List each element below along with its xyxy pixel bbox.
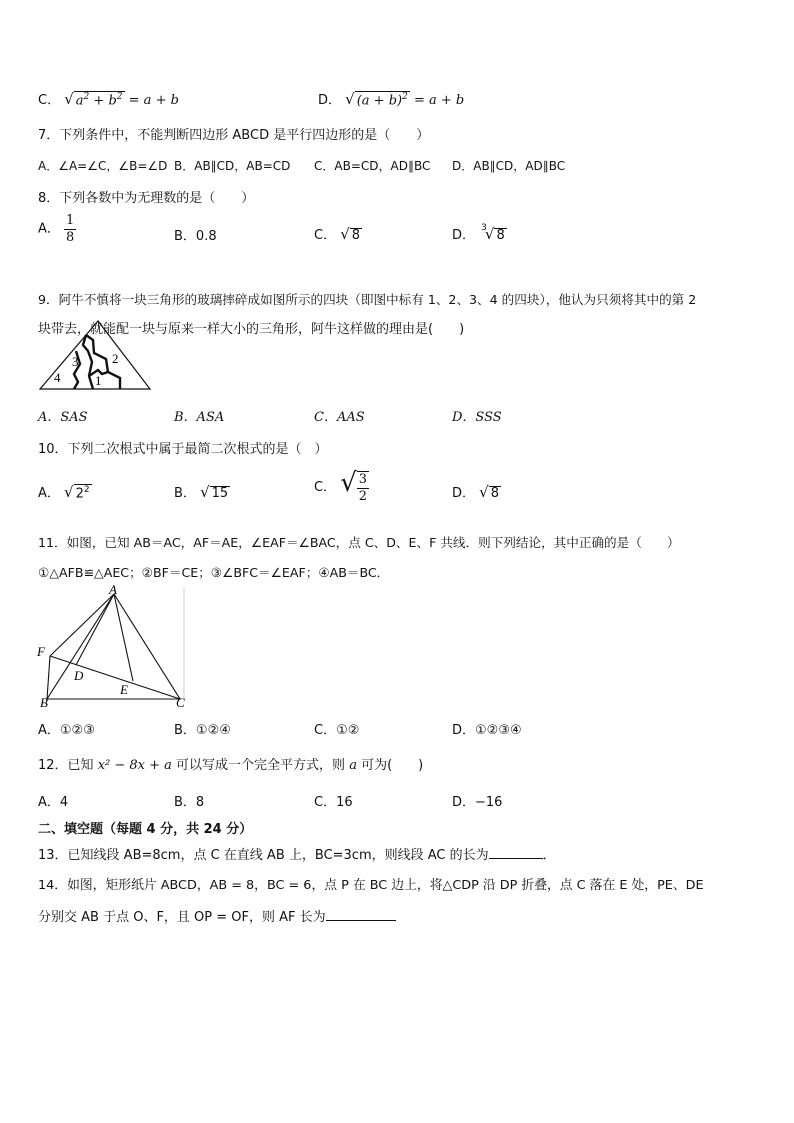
q9-fig-label-3: 3 [72,354,79,369]
q12-stem-mid: 可以写成一个完全平方式，则 [176,758,346,773]
cbrt-icon: √ [484,225,495,243]
q8-a-den: 8 [66,229,75,245]
q11-option-c: C．①② [314,723,360,738]
q10-a-base: 2 [75,486,84,501]
q11-fig-label-b: B [40,695,48,710]
q12-variable: a [349,758,357,773]
q12-option-d: D．−16 [452,795,503,810]
sqrt-icon: √ [200,483,210,501]
q8-a-num: 1 [66,213,75,228]
q6-d-expr: (a + b) [356,93,403,108]
q6-option-c [38,89,179,109]
sqrt-icon: √ [64,483,74,501]
q9-fig-label-4: 4 [54,370,61,385]
q12-stem [38,754,423,773]
q10-a-radicand [74,484,92,502]
q8-stem: 8．下列各数中为无理数的是（ ） [38,191,255,206]
q8-d-label: D． [452,228,476,243]
q12-stem-post: 可为( ) [361,758,424,773]
q10-c-num: 3 [358,471,368,487]
q9-option-c: C．AAS [314,410,365,425]
q6-c-a: a [75,93,84,108]
sqrt-icon: √ [340,468,357,498]
q9-option-a: A．SAS [38,410,88,425]
q9-stem-line1: 9．阿牛不慎将一块三角形的玻璃摔碎成如图所示的四块（即图中标有 1、2、3、4 的四块），他认为只须将其中的第 2 [38,292,697,307]
q6-c-b: b [108,93,117,108]
q12-expression: x² − 8x + a [97,758,172,773]
q10-c-label: C． [314,480,337,495]
q7-option-b: B．AB∥CD，AB=CD [174,159,291,173]
q10-stem: 10．下列二次根式中属于最简二次根式的是（ ） [38,442,328,457]
q10-b-label: B． [174,486,196,501]
q11-option-a: A．①②③ [38,723,95,738]
q8-option-b: B．0.8 [174,229,217,244]
q7-option-c: C．AB=CD，AD∥BC [314,159,431,173]
q11-option-d: D．①②③④ [452,723,522,738]
q10-d-radicand: 8 [490,486,499,501]
q10-b-radicand: 15 [211,486,229,501]
q8-a-fraction [64,213,76,245]
q12-option-b: B．8 [174,795,205,810]
section-heading-fill-in: 二、填空题（每题 4 分，共 24 分） [38,822,253,837]
q11-fig-label-d: D [74,668,84,683]
q11-conclusions: ①△AFB≌△AEC；②BF＝CE；③∠BFC＝∠EAF；④AB＝BC． [38,565,390,580]
q10-option-c [314,468,369,504]
q7-option-d: D．AB∥CD，AD∥BC [452,159,566,173]
q9-fig-label-1: 1 [95,373,102,388]
q10-a-exp: 2 [83,484,90,495]
q9-stem-line2: 块带去，就能配一块与原来一样大小的三角形，阿牛这样做的理由是( ) [38,322,465,337]
sqrt-icon: √ [479,483,489,501]
q9-broken-triangle-figure [36,318,156,392]
q7-option-a: A．∠A=∠C，∠B=∠D [38,159,168,173]
q6-d-radicand: $(a + b)^2$ [356,91,408,108]
q6-c-radicand: $a^2 + b^2$ [75,91,123,108]
q10-option-a [38,482,92,502]
q13-answer-blank[interactable] [489,858,543,859]
q8-c-label: C． [314,228,337,243]
q8-option-c [314,224,362,244]
q13-text: 13．已知线段 AB=8cm，点 C 在直线 AB 上，BC=3cm，则线段 AC 的长为 [38,848,489,863]
q6-c-label: C． [38,93,61,108]
sqrt-icon: √ [340,225,350,243]
q11-fig-label-a: A [109,584,117,597]
q6-d-label: D． [318,93,342,108]
q12-stem-pre: 12．已知 [38,758,94,773]
q8-a-label: A． [38,221,60,237]
q8-option-a [38,213,76,245]
q12-option-a: A．4 [38,795,69,810]
q14-line1: 14．如图，矩形纸片 ABCD，AB = 8，BC = 6，点 P 在 BC 边上，将△CDP 沿 DP 折叠，点 C 落在 E 处，PE、DE [38,878,704,893]
q11-fig-label-c: C [176,695,185,710]
q10-a-label: A． [38,486,60,501]
q12-option-c: C．16 [314,795,353,810]
q11-fig-label-e: E [120,682,128,697]
q9-option-b: B．ASA [174,410,225,425]
q10-d-label: D． [452,486,476,501]
q8-d-radicand: 8 [496,228,505,243]
q7-stem: 7．下列条件中，不能判断四边形 ABCD 是平行四边形的是（ ） [38,128,430,143]
q10-c-fraction [357,471,369,504]
q11-stem: 11．如图，已知 AB＝AC，AF＝AE，∠EAF＝∠BAC，点 C、D、E、F 共线．则下列结论，其中正确的是（ ） [38,535,680,550]
q8-c-radicand: 8 [351,228,361,243]
q9-fig-label-2: 2 [112,351,119,366]
sqrt-icon: √ [64,90,74,108]
q14-line2 [38,906,396,925]
q9-option-d: D．SSS [452,410,502,425]
q13-stem: 13．已知线段 AB=8cm，点 C 在直线 AB 上，BC=3cm，则线段 AC 的长为 ． [38,848,556,863]
q14-line2-text: 分别交 AB 于点 O、F，且 OP = OF，则 AF 长为 [38,910,326,925]
q10-option-d [452,482,501,502]
q6-d-rhs: = a + b [413,93,465,108]
q14-answer-blank[interactable] [326,920,396,921]
q10-option-b [174,482,230,502]
sqrt-icon: √ [345,90,355,108]
q11-fig-label-f: F [37,644,45,659]
q11-option-b: B．①②④ [174,723,231,738]
q8-d-index: 3 [481,222,487,233]
q6-option-d [318,89,464,109]
q6-c-rhs: = a + b [128,93,179,108]
q8-option-d [452,224,507,244]
q11-triangle-figure [34,584,194,710]
q10-c-den: 2 [358,488,368,504]
